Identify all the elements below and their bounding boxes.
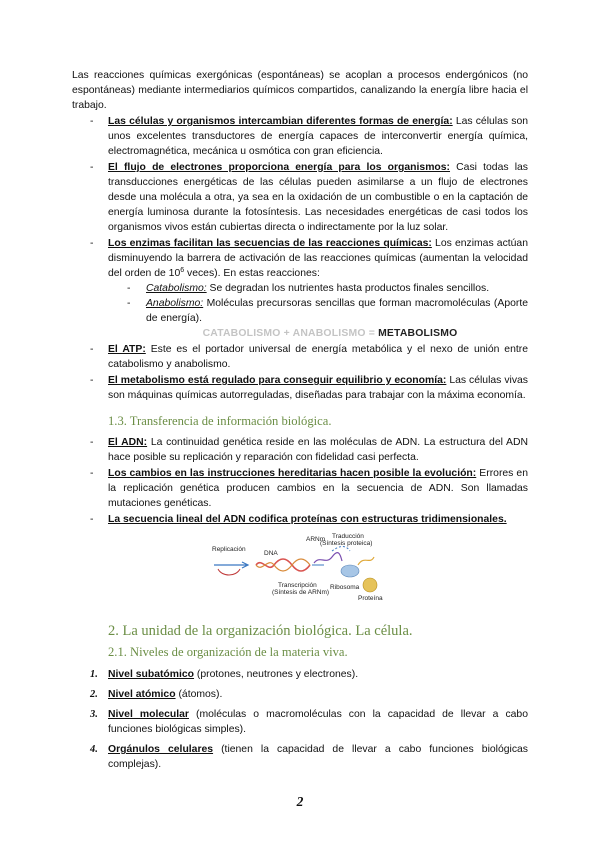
- item-text: Las células son unos excelentes transductores de energía capaces de interconvertir energía química, electromagnética, mecánica u osmótica con gran eficiencia.: [108, 116, 528, 157]
- diagram-label: ARNm: [306, 536, 326, 543]
- dash-bullet: -: [127, 283, 131, 294]
- item-number: 2.: [90, 689, 98, 700]
- list-item: [72, 342, 528, 372]
- item-lead: El ADN:: [108, 437, 148, 448]
- list-item: [72, 512, 528, 527]
- item-text: (átomos).: [175, 689, 223, 700]
- ribosome-shape: [341, 565, 359, 577]
- diagram-label: Transcripción: [278, 582, 317, 589]
- list-item: [72, 373, 528, 403]
- item-lead: Nivel atómico: [108, 689, 176, 700]
- item-lead: El ATP:: [108, 344, 146, 355]
- item-text: Los enzimas actúan disminuyendo la barrera de activación de las reacciones químicas (aumentan la velocidad del orden de 10: [108, 238, 528, 279]
- item-text: (protones, neutrones y electrones).: [194, 669, 359, 680]
- sub-item-lead: Catabolismo:: [146, 283, 207, 294]
- item-lead: La secuencia lineal del ADN codifica proteínas con estructuras tridimensionales.: [108, 514, 507, 525]
- dash-bullet: -: [90, 344, 94, 355]
- item-text: Errores en la replicación genética producen cambios en la secuencia de ADN. Son llamadas mutaciones genéticas.: [108, 468, 528, 509]
- dash-bullet: -: [90, 437, 94, 448]
- item-lead: Orgánulos celulares: [108, 744, 214, 755]
- numbered-item: [72, 707, 528, 737]
- item-text: La continuidad genética reside en las moléculas de ADN. La estructura del ADN hace posible su replicación y reparación con fidelidad casi perfecta.: [108, 437, 528, 463]
- numbered-item: [72, 687, 528, 702]
- list-item: [72, 466, 528, 511]
- mrna-strand: [314, 553, 342, 563]
- sub-item: [72, 281, 528, 296]
- item-lead: Los enzimas facilitan las secuencias de las reacciones químicas:: [108, 238, 432, 249]
- item-number: 3.: [90, 709, 98, 720]
- item-text: Casi todas las transducciones energéticas de las células pueden asimilarse a un flujo de electrones desde una molécula a otra, ya sea en la oxidación de un combustible o en la captación de energía luminosa durante la fotosíntesis. Las necesidades energéticas de casi todos los organismos vivos están cubiertas directa o indirectamente por la luz solar.: [108, 162, 528, 233]
- item-number: 4.: [90, 744, 98, 755]
- section-heading: 2. La unidad de la organización biológica. La célula.: [108, 623, 413, 639]
- translation-arrow: [332, 547, 350, 552]
- dash-bullet: -: [90, 116, 94, 127]
- item-lead: Los cambios en las instrucciones hereditarias hacen posible la evolución:: [108, 468, 477, 479]
- diagram-label: Replicación: [212, 546, 246, 553]
- sub-item-text: Se degradan los nutrientes hasta productos finales sencillos.: [206, 283, 490, 294]
- diagram-label: Ribosoma: [330, 584, 360, 591]
- page-number: 2: [296, 794, 304, 809]
- diagram-label: Traducción: [332, 533, 364, 540]
- subsection-heading: 2.1. Niveles de organización de la materia viva.: [108, 645, 348, 659]
- dash-bullet: -: [90, 238, 94, 249]
- numbered-item: [72, 742, 528, 772]
- protein-shape: [363, 578, 377, 592]
- list-item: [72, 236, 528, 281]
- sub-item: [72, 296, 528, 326]
- item-lead: El flujo de electrones proporciona energía para los organismos:: [108, 162, 451, 173]
- item-lead: Nivel molecular: [108, 709, 189, 720]
- replication-loop: [218, 569, 240, 575]
- item-text: Las células vivas son máquinas químicas autorreguladas, diseñadas para trabajar con la máxima economía.: [108, 375, 529, 401]
- list-item: [72, 114, 528, 159]
- item-text: Este es el portador universal de energía metabólica y el nexo de unión entre catabolismo y anabolismo.: [108, 344, 528, 370]
- metabolism-formula: [132, 326, 528, 341]
- item-text: (moléculas o macromoléculas con la capacidad de llevar a cabo funciones biológicas simples).: [108, 709, 528, 735]
- numbered-item: [72, 667, 528, 682]
- dash-bullet: -: [90, 514, 94, 525]
- list-item: [72, 160, 528, 235]
- dash-bullet: -: [90, 468, 94, 479]
- exponent: 6: [180, 267, 185, 274]
- dash-bullet: -: [90, 375, 94, 386]
- section-heading: 1.3. Transferencia de información biológica.: [108, 414, 332, 428]
- sub-item-lead: Anabolismo:: [146, 298, 204, 309]
- sub-item-text: Moléculas precursoras sencillas que forman macromoléculas (Aporte de energía).: [146, 298, 528, 324]
- item-number: 1.: [90, 669, 98, 680]
- dash-bullet: -: [90, 162, 94, 173]
- replication-arrow: [214, 562, 248, 568]
- protein-chain: [358, 557, 374, 565]
- formula-result: METABOLISMO: [378, 328, 458, 339]
- intro-paragraph: Las reacciones químicas exergónicas (espontáneas) se acoplan a procesos endergónicos (no espontáneas) mediante intermediarios químicos compartidos, canalizando la energía libre hacia el trabajo.: [72, 70, 528, 111]
- dash-bullet: -: [127, 298, 131, 309]
- dna-helix-strand: [256, 559, 310, 571]
- central-dogma-diagram: [208, 531, 388, 601]
- diagram-label: (Síntesis de ARNm): [272, 589, 330, 596]
- diagram-label: DNA: [264, 550, 278, 557]
- item-lead: El metabolismo está regulado para conseguir equilibrio y economía:: [108, 375, 447, 386]
- item-text: (tienen la capacidad de llevar a cabo funciones biológicas complejas).: [108, 744, 528, 770]
- item-text: veces). En estas reacciones:: [184, 268, 320, 279]
- diagram-label: Proteína: [358, 595, 383, 601]
- formula-terms: CATABOLISMO + ANABOLISMO =: [202, 328, 379, 339]
- item-lead: Las células y organismos intercambian diferentes formas de energía:: [108, 116, 453, 127]
- list-item: [72, 435, 528, 465]
- page-body: [72, 68, 528, 777]
- item-lead: Nivel subatómico: [108, 669, 195, 680]
- diagram-label: (Síntesis proteica): [320, 540, 373, 547]
